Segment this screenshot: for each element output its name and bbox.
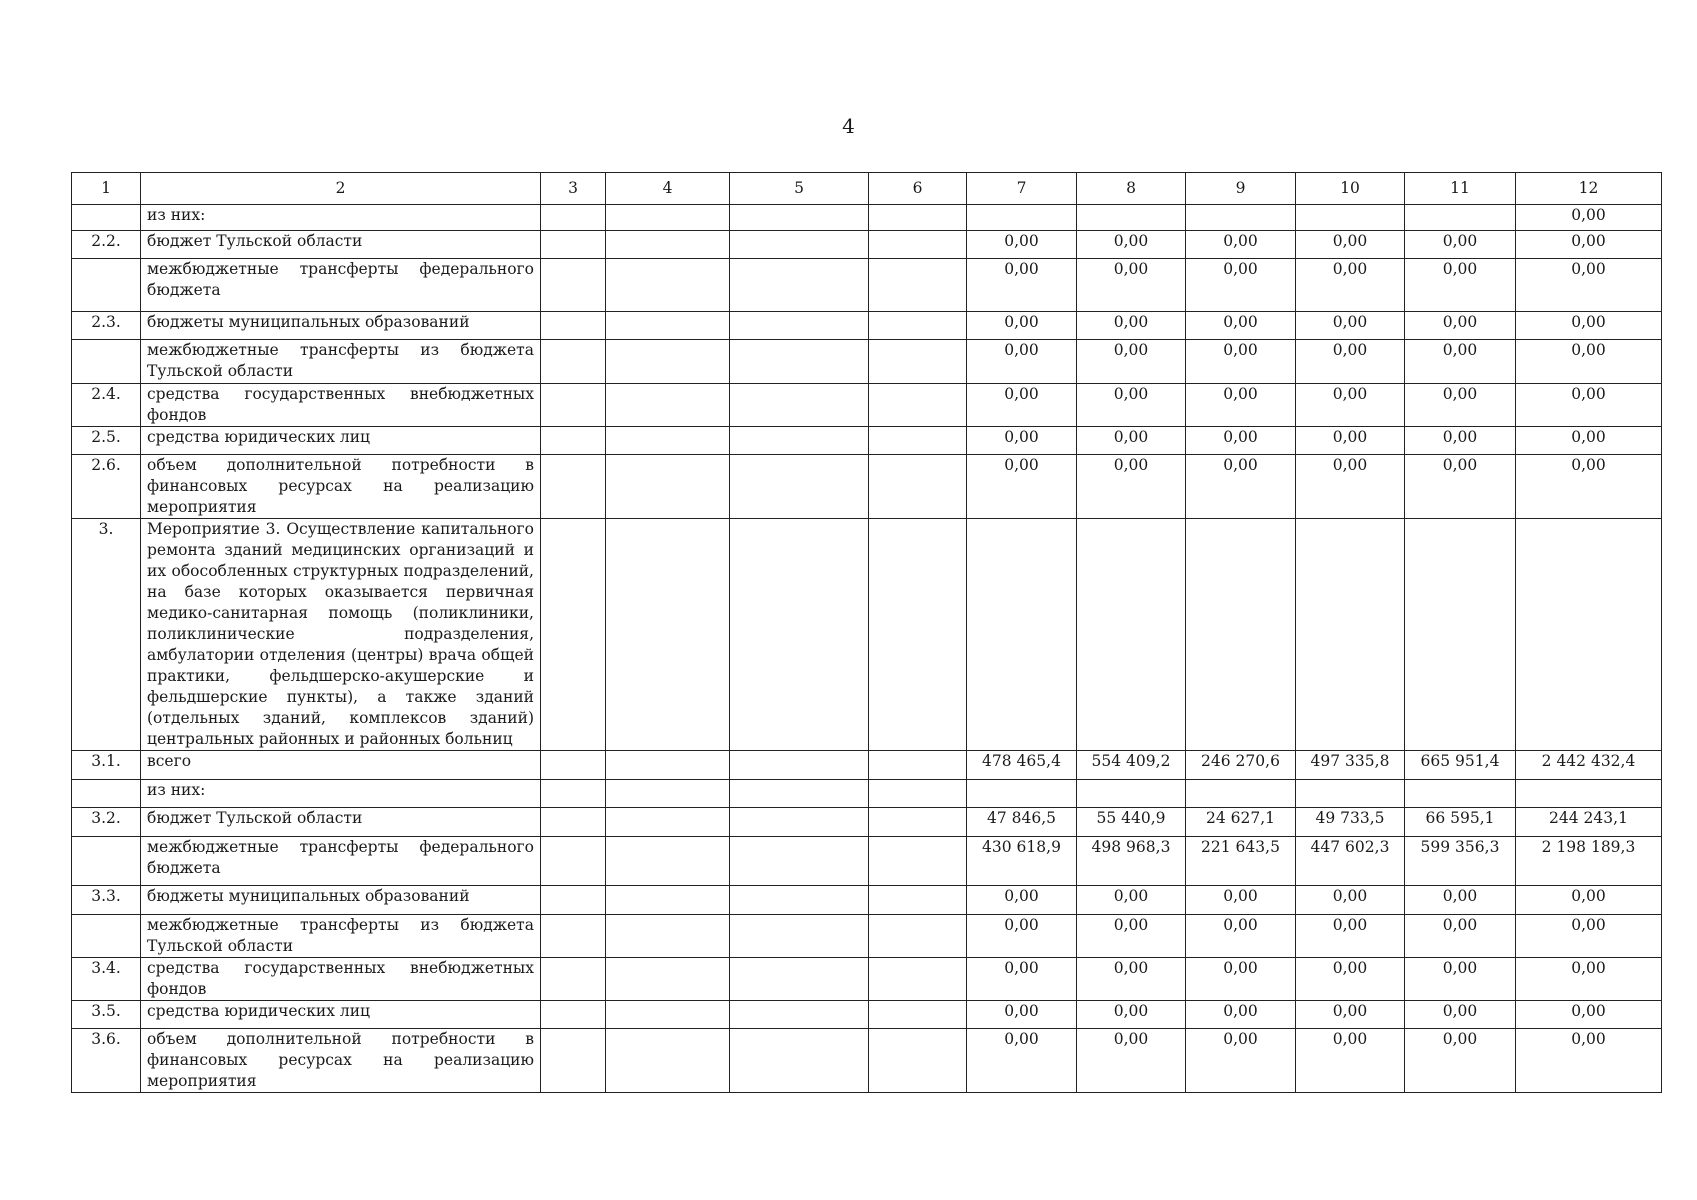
empty-cell bbox=[869, 886, 967, 915]
value-cell: 0,00 bbox=[1077, 340, 1186, 384]
row-number bbox=[72, 340, 141, 384]
value-cell: 49 733,5 bbox=[1296, 808, 1405, 837]
empty-cell bbox=[541, 1029, 606, 1093]
row-description: из них: bbox=[141, 205, 541, 231]
row-number: 3. bbox=[72, 519, 141, 751]
header-cell: 5 bbox=[730, 173, 869, 205]
empty-cell bbox=[869, 837, 967, 886]
empty-cell bbox=[606, 780, 730, 808]
row-description: средства юридических лиц bbox=[141, 427, 541, 455]
empty-cell bbox=[730, 427, 869, 455]
row-number bbox=[72, 259, 141, 312]
empty-cell bbox=[606, 427, 730, 455]
empty-cell bbox=[541, 427, 606, 455]
empty-cell bbox=[730, 837, 869, 886]
value-cell bbox=[1186, 205, 1296, 231]
value-cell: 0,00 bbox=[967, 427, 1077, 455]
empty-cell bbox=[541, 915, 606, 958]
table-row bbox=[72, 312, 1662, 340]
row-number: 2.3. bbox=[72, 312, 141, 340]
row-description: объем дополнительной потребности в финансовых ресурсах на реализацию мероприятия bbox=[141, 1029, 541, 1093]
row-description: бюджеты муниципальных образований bbox=[141, 312, 541, 340]
empty-cell bbox=[606, 205, 730, 231]
table-row bbox=[72, 915, 1662, 958]
value-cell: 0,00 bbox=[1077, 312, 1186, 340]
row-number bbox=[72, 837, 141, 886]
row-number: 2.4. bbox=[72, 384, 141, 427]
empty-cell bbox=[869, 519, 967, 751]
value-cell: 0,00 bbox=[1296, 384, 1405, 427]
value-cell: 0,00 bbox=[1516, 340, 1662, 384]
value-cell bbox=[1077, 519, 1186, 751]
value-cell: 0,00 bbox=[1296, 915, 1405, 958]
value-cell: 0,00 bbox=[1077, 886, 1186, 915]
value-cell: 0,00 bbox=[1296, 1001, 1405, 1029]
empty-cell bbox=[606, 384, 730, 427]
value-cell: 0,00 bbox=[1516, 312, 1662, 340]
empty-cell bbox=[730, 751, 869, 780]
value-cell: 0,00 bbox=[1516, 886, 1662, 915]
empty-cell bbox=[606, 519, 730, 751]
empty-cell bbox=[869, 259, 967, 312]
value-cell: 66 595,1 bbox=[1405, 808, 1516, 837]
value-cell: 0,00 bbox=[1077, 231, 1186, 259]
value-cell: 0,00 bbox=[1405, 886, 1516, 915]
empty-cell bbox=[869, 455, 967, 519]
value-cell bbox=[1077, 205, 1186, 231]
value-cell: 0,00 bbox=[1516, 384, 1662, 427]
table-row bbox=[72, 751, 1662, 780]
value-cell: 0,00 bbox=[1405, 1029, 1516, 1093]
table-row bbox=[72, 837, 1662, 886]
value-cell: 246 270,6 bbox=[1186, 751, 1296, 780]
row-description: средства государственных внебюджетных фондов bbox=[141, 958, 541, 1001]
value-cell: 0,00 bbox=[1186, 231, 1296, 259]
value-cell: 0,00 bbox=[1077, 915, 1186, 958]
value-cell bbox=[1186, 780, 1296, 808]
value-cell bbox=[1296, 205, 1405, 231]
row-description: из них: bbox=[141, 780, 541, 808]
empty-cell bbox=[730, 312, 869, 340]
value-cell bbox=[1516, 780, 1662, 808]
value-cell: 0,00 bbox=[1405, 231, 1516, 259]
value-cell: 0,00 bbox=[1186, 259, 1296, 312]
value-cell: 0,00 bbox=[1405, 958, 1516, 1001]
table-row bbox=[72, 958, 1662, 1001]
page-number: 4 bbox=[842, 114, 855, 138]
row-number: 3.5. bbox=[72, 1001, 141, 1029]
value-cell: 0,00 bbox=[1516, 205, 1662, 231]
header-cell: 1 bbox=[72, 173, 141, 205]
value-cell: 0,00 bbox=[967, 886, 1077, 915]
value-cell: 55 440,9 bbox=[1077, 808, 1186, 837]
empty-cell bbox=[869, 1001, 967, 1029]
value-cell: 0,00 bbox=[1077, 427, 1186, 455]
empty-cell bbox=[606, 958, 730, 1001]
value-cell: 430 618,9 bbox=[967, 837, 1077, 886]
value-cell: 0,00 bbox=[1186, 427, 1296, 455]
empty-cell bbox=[869, 205, 967, 231]
empty-cell bbox=[869, 958, 967, 1001]
empty-cell bbox=[730, 780, 869, 808]
value-cell: 0,00 bbox=[967, 384, 1077, 427]
empty-cell bbox=[730, 259, 869, 312]
value-cell: 2 198 189,3 bbox=[1516, 837, 1662, 886]
empty-cell bbox=[606, 312, 730, 340]
empty-cell bbox=[541, 837, 606, 886]
empty-cell bbox=[869, 340, 967, 384]
budget-table bbox=[71, 172, 1662, 1093]
table-row bbox=[72, 427, 1662, 455]
value-cell: 0,00 bbox=[1516, 958, 1662, 1001]
row-number: 3.1. bbox=[72, 751, 141, 780]
empty-cell bbox=[606, 455, 730, 519]
empty-cell bbox=[606, 1001, 730, 1029]
empty-cell bbox=[541, 340, 606, 384]
value-cell: 0,00 bbox=[967, 312, 1077, 340]
header-cell: 12 bbox=[1516, 173, 1662, 205]
value-cell: 0,00 bbox=[967, 455, 1077, 519]
value-cell: 2 442 432,4 bbox=[1516, 751, 1662, 780]
empty-cell bbox=[606, 837, 730, 886]
row-description: бюджеты муниципальных образований bbox=[141, 886, 541, 915]
value-cell: 554 409,2 bbox=[1077, 751, 1186, 780]
value-cell: 0,00 bbox=[1405, 312, 1516, 340]
empty-cell bbox=[730, 205, 869, 231]
value-cell: 0,00 bbox=[1405, 915, 1516, 958]
value-cell bbox=[1077, 780, 1186, 808]
value-cell bbox=[1296, 519, 1405, 751]
header-cell: 6 bbox=[869, 173, 967, 205]
empty-cell bbox=[869, 312, 967, 340]
empty-cell bbox=[541, 259, 606, 312]
row-description: межбюджетные трансферты из бюджета Тульской области bbox=[141, 915, 541, 958]
row-number: 3.6. bbox=[72, 1029, 141, 1093]
row-description: средства государственных внебюджетных фондов bbox=[141, 384, 541, 427]
value-cell: 0,00 bbox=[1516, 259, 1662, 312]
empty-cell bbox=[869, 808, 967, 837]
value-cell: 0,00 bbox=[1296, 312, 1405, 340]
empty-cell bbox=[869, 780, 967, 808]
table-row bbox=[72, 231, 1662, 259]
table-row bbox=[72, 780, 1662, 808]
value-cell: 0,00 bbox=[967, 958, 1077, 1001]
empty-cell bbox=[730, 915, 869, 958]
value-cell: 498 968,3 bbox=[1077, 837, 1186, 886]
value-cell: 497 335,8 bbox=[1296, 751, 1405, 780]
value-cell: 244 243,1 bbox=[1516, 808, 1662, 837]
table-row bbox=[72, 455, 1662, 519]
value-cell: 0,00 bbox=[1186, 1001, 1296, 1029]
value-cell: 0,00 bbox=[967, 1001, 1077, 1029]
empty-cell bbox=[541, 1001, 606, 1029]
value-cell: 0,00 bbox=[967, 1029, 1077, 1093]
value-cell: 0,00 bbox=[1186, 1029, 1296, 1093]
value-cell bbox=[1405, 519, 1516, 751]
row-number: 2.5. bbox=[72, 427, 141, 455]
empty-cell bbox=[541, 312, 606, 340]
value-cell: 0,00 bbox=[1296, 259, 1405, 312]
value-cell: 0,00 bbox=[1077, 958, 1186, 1001]
header-cell: 8 bbox=[1077, 173, 1186, 205]
empty-cell bbox=[541, 231, 606, 259]
value-cell: 0,00 bbox=[1516, 231, 1662, 259]
value-cell: 0,00 bbox=[1405, 384, 1516, 427]
value-cell bbox=[1516, 519, 1662, 751]
header-cell: 2 bbox=[141, 173, 541, 205]
value-cell bbox=[1405, 205, 1516, 231]
value-cell: 0,00 bbox=[967, 259, 1077, 312]
value-cell: 0,00 bbox=[1077, 384, 1186, 427]
value-cell: 0,00 bbox=[1186, 312, 1296, 340]
value-cell bbox=[967, 780, 1077, 808]
value-cell: 0,00 bbox=[1077, 455, 1186, 519]
empty-cell bbox=[541, 384, 606, 427]
value-cell: 0,00 bbox=[967, 231, 1077, 259]
value-cell bbox=[1186, 519, 1296, 751]
value-cell: 0,00 bbox=[1077, 259, 1186, 312]
empty-cell bbox=[869, 751, 967, 780]
value-cell: 0,00 bbox=[1186, 958, 1296, 1001]
row-description: объем дополнительной потребности в финансовых ресурсах на реализацию мероприятия bbox=[141, 455, 541, 519]
header-row bbox=[72, 173, 1662, 205]
empty-cell bbox=[541, 958, 606, 1001]
row-number bbox=[72, 915, 141, 958]
row-description: всего bbox=[141, 751, 541, 780]
empty-cell bbox=[869, 1029, 967, 1093]
empty-cell bbox=[606, 340, 730, 384]
empty-cell bbox=[541, 780, 606, 808]
empty-cell bbox=[606, 259, 730, 312]
header-cell: 4 bbox=[606, 173, 730, 205]
table-row bbox=[72, 384, 1662, 427]
row-description: межбюджетные трансферты из бюджета Тульской области bbox=[141, 340, 541, 384]
row-number: 3.4. bbox=[72, 958, 141, 1001]
table-row bbox=[72, 519, 1662, 751]
row-number bbox=[72, 205, 141, 231]
value-cell: 0,00 bbox=[1077, 1029, 1186, 1093]
empty-cell bbox=[541, 455, 606, 519]
value-cell: 665 951,4 bbox=[1405, 751, 1516, 780]
empty-cell bbox=[606, 231, 730, 259]
value-cell: 0,00 bbox=[1296, 1029, 1405, 1093]
empty-cell bbox=[869, 384, 967, 427]
value-cell bbox=[967, 205, 1077, 231]
value-cell: 599 356,3 bbox=[1405, 837, 1516, 886]
table-row bbox=[72, 259, 1662, 312]
value-cell: 0,00 bbox=[1516, 455, 1662, 519]
value-cell bbox=[967, 519, 1077, 751]
value-cell: 0,00 bbox=[1405, 340, 1516, 384]
table-row bbox=[72, 1001, 1662, 1029]
header-cell: 11 bbox=[1405, 173, 1516, 205]
table-row bbox=[72, 886, 1662, 915]
header-cell: 3 bbox=[541, 173, 606, 205]
empty-cell bbox=[869, 231, 967, 259]
empty-cell bbox=[730, 519, 869, 751]
value-cell: 0,00 bbox=[1186, 886, 1296, 915]
value-cell: 0,00 bbox=[1186, 455, 1296, 519]
row-number: 3.2. bbox=[72, 808, 141, 837]
value-cell: 0,00 bbox=[1296, 231, 1405, 259]
row-description: средства юридических лиц bbox=[141, 1001, 541, 1029]
empty-cell bbox=[606, 915, 730, 958]
value-cell: 0,00 bbox=[1296, 340, 1405, 384]
row-description: бюджет Тульской области bbox=[141, 808, 541, 837]
value-cell: 0,00 bbox=[1296, 886, 1405, 915]
row-description: межбюджетные трансферты федерального бюджета bbox=[141, 259, 541, 312]
value-cell: 0,00 bbox=[967, 915, 1077, 958]
value-cell: 0,00 bbox=[1186, 340, 1296, 384]
empty-cell bbox=[869, 427, 967, 455]
row-number: 2.6. bbox=[72, 455, 141, 519]
header-cell: 7 bbox=[967, 173, 1077, 205]
row-number: 2.2. bbox=[72, 231, 141, 259]
value-cell bbox=[1296, 780, 1405, 808]
table-row bbox=[72, 1029, 1662, 1093]
empty-cell bbox=[869, 915, 967, 958]
value-cell: 0,00 bbox=[1077, 1001, 1186, 1029]
value-cell: 0,00 bbox=[1186, 384, 1296, 427]
row-number: 3.3. bbox=[72, 886, 141, 915]
empty-cell bbox=[730, 384, 869, 427]
value-cell: 0,00 bbox=[1516, 427, 1662, 455]
value-cell: 0,00 bbox=[1186, 915, 1296, 958]
table-body bbox=[72, 173, 1662, 1093]
value-cell: 0,00 bbox=[967, 340, 1077, 384]
empty-cell bbox=[730, 455, 869, 519]
header-cell: 9 bbox=[1186, 173, 1296, 205]
empty-cell bbox=[541, 886, 606, 915]
row-description: Мероприятие 3. Осуществление капитального ремонта зданий медицинских организаций и их обособленных структурных подразделений, на базе которых оказывается первичная медико-санитарная помощь (поликлиники, поликлинические подразделения, амбулатории отделения (центры) врача общей практики, фельдшерско-акушерские и фельдшерские пункты), а также зданий (отдельных зданий, комплексов зданий) центральных районных и районных больниц bbox=[141, 519, 541, 751]
value-cell: 0,00 bbox=[1296, 958, 1405, 1001]
empty-cell bbox=[541, 808, 606, 837]
empty-cell bbox=[606, 1029, 730, 1093]
value-cell bbox=[1405, 780, 1516, 808]
value-cell: 0,00 bbox=[1405, 427, 1516, 455]
header-cell: 10 bbox=[1296, 173, 1405, 205]
empty-cell bbox=[541, 519, 606, 751]
value-cell: 0,00 bbox=[1405, 455, 1516, 519]
value-cell: 478 465,4 bbox=[967, 751, 1077, 780]
row-description: межбюджетные трансферты федерального бюджета bbox=[141, 837, 541, 886]
value-cell: 221 643,5 bbox=[1186, 837, 1296, 886]
table-row bbox=[72, 340, 1662, 384]
empty-cell bbox=[606, 886, 730, 915]
empty-cell bbox=[541, 751, 606, 780]
row-description: бюджет Тульской области bbox=[141, 231, 541, 259]
empty-cell bbox=[730, 340, 869, 384]
empty-cell bbox=[730, 1029, 869, 1093]
table-row bbox=[72, 205, 1662, 231]
table-row bbox=[72, 808, 1662, 837]
value-cell: 447 602,3 bbox=[1296, 837, 1405, 886]
empty-cell bbox=[606, 808, 730, 837]
value-cell: 0,00 bbox=[1516, 915, 1662, 958]
value-cell: 0,00 bbox=[1405, 1001, 1516, 1029]
value-cell: 0,00 bbox=[1296, 455, 1405, 519]
row-number bbox=[72, 780, 141, 808]
empty-cell bbox=[730, 886, 869, 915]
empty-cell bbox=[541, 205, 606, 231]
value-cell: 47 846,5 bbox=[967, 808, 1077, 837]
value-cell: 0,00 bbox=[1516, 1029, 1662, 1093]
empty-cell bbox=[730, 231, 869, 259]
empty-cell bbox=[606, 751, 730, 780]
empty-cell bbox=[730, 1001, 869, 1029]
value-cell: 0,00 bbox=[1296, 427, 1405, 455]
value-cell: 24 627,1 bbox=[1186, 808, 1296, 837]
empty-cell bbox=[730, 808, 869, 837]
empty-cell bbox=[730, 958, 869, 1001]
value-cell: 0,00 bbox=[1516, 1001, 1662, 1029]
value-cell: 0,00 bbox=[1405, 259, 1516, 312]
